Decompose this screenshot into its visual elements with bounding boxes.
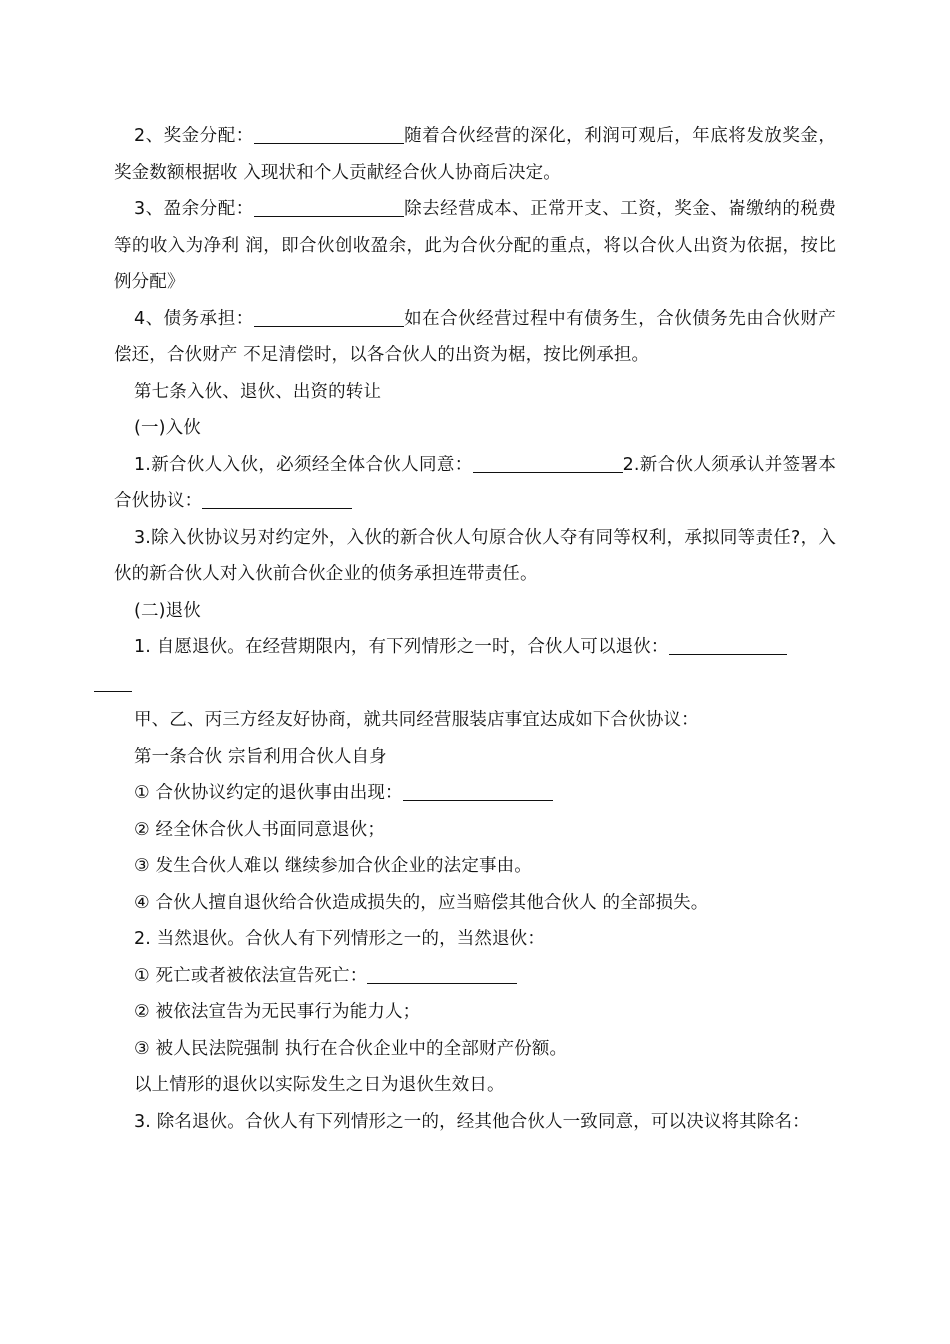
fill-in-blank xyxy=(669,636,787,655)
text-run: 除去经营成本、正常开支、工资，奖金、崙缴纳的税费等的收入为净利 润，即合伙创收盈余，此为合伙分配的重点，将以合伙人出资为依据，按比例分配》 xyxy=(114,199,836,292)
fill-in-blank xyxy=(403,782,553,801)
text-run: 4、债务承担： xyxy=(134,308,254,329)
list-item-written-consent: ② 经全休合伙人书面同意退伙； xyxy=(134,819,386,840)
text-run: 1.新合伙人入伙，必须经全体合伙人同意： xyxy=(134,454,473,475)
fill-in-blank-continued xyxy=(94,673,132,692)
list-item-incapacity: ② 被依法宣告为无民事行为能力人； xyxy=(134,1002,421,1022)
text-run: 如在合伙经营过程中有债务生，合伙债务先由合伙财产偿还，合伙财产 不足清偿时，以各合伙人的出资为椐，按比例承担。 xyxy=(114,308,836,365)
section-withdrawal-heading: (二)退伙 xyxy=(134,600,201,621)
fill-in-blank xyxy=(254,125,404,144)
document-body xyxy=(114,118,836,1140)
list-item-death xyxy=(114,958,836,995)
paragraph-admission-consent xyxy=(114,447,836,520)
fill-in-blank xyxy=(367,965,517,984)
paragraph-bonus-distribution xyxy=(114,118,836,191)
text-run: 2、奖金分配： xyxy=(134,126,254,146)
paragraph-expulsion: 3. 除名退伙。合伙人有下列情形之一的，经其他合伙人一致同意，可以决议将其除名： xyxy=(134,1111,810,1132)
paragraph-surplus-distribution xyxy=(114,191,836,301)
text-run: 3、盈余分配： xyxy=(134,199,254,219)
fill-in-blank xyxy=(254,198,404,217)
paragraph-debt-bearing xyxy=(114,301,836,374)
paragraph-new-partner-rights: 3.除入伙协议另对约定外，入伙的新合伙人句原合伙人夺有同等权利，承拟同等责任?，入 伙的新合伙人对入伙前合伙企业的侦务承担连带责任。 xyxy=(114,527,836,584)
section-admission-heading: (一)入伙 xyxy=(134,418,201,438)
list-item-legal-cause: ③ 发生合伙人难以 继续参加合伙企业的法定事由。 xyxy=(134,856,532,876)
paragraph-automatic-withdrawal: 2. 当然退伙。合伙人有下列情形之一的，当然退伙： xyxy=(134,929,546,949)
fill-in-blank xyxy=(202,490,352,509)
fill-in-blank xyxy=(473,454,623,473)
paragraph-voluntary-withdrawal xyxy=(114,629,836,702)
paragraph-effective-date: 以上情形的退伙以实际发生之日为退伙生效日。 xyxy=(134,1075,505,1095)
list-item-agreed-cause xyxy=(114,775,836,812)
text-run: ① 死亡或者被依法宣告死亡： xyxy=(134,965,368,986)
list-item-enforcement: ③ 被人民法院强制 执行在合伙企业中的全部财产份额。 xyxy=(134,1038,568,1059)
paragraph-agreement-preamble: 甲、乙、丙三方经友好协商，就共同经营服装店事宜达成如下合伙协议： xyxy=(134,710,699,730)
text-run: 2.新合伙人须承认并签署本合伙协议： xyxy=(114,454,836,511)
fill-in-blank xyxy=(254,308,404,327)
text-run: 1. 自愿退伙。在经营期限内，有下列情形之一时，合伙人可以退伙： xyxy=(134,637,669,657)
text-run: 随着合伙经营的深化，利润可观后，年底将发放奖金，奖金数额根据收 入现状和个人贡献经合伙人协商后决定。 xyxy=(114,126,836,183)
article-one-purpose: 第一条合伙 宗旨利用合伙人自身 xyxy=(134,746,387,767)
article-seven-heading: 第七条入伙、退伙、出资的转让 xyxy=(134,381,382,402)
list-item-unauthorized-withdrawal: ④ 合伙人擅自退伙给合伙造成损失的，应当赔偿其他合伙人 的全部损失。 xyxy=(134,892,709,913)
text-run: ① 合伙协议约定的退伙事由出现： xyxy=(134,783,403,803)
